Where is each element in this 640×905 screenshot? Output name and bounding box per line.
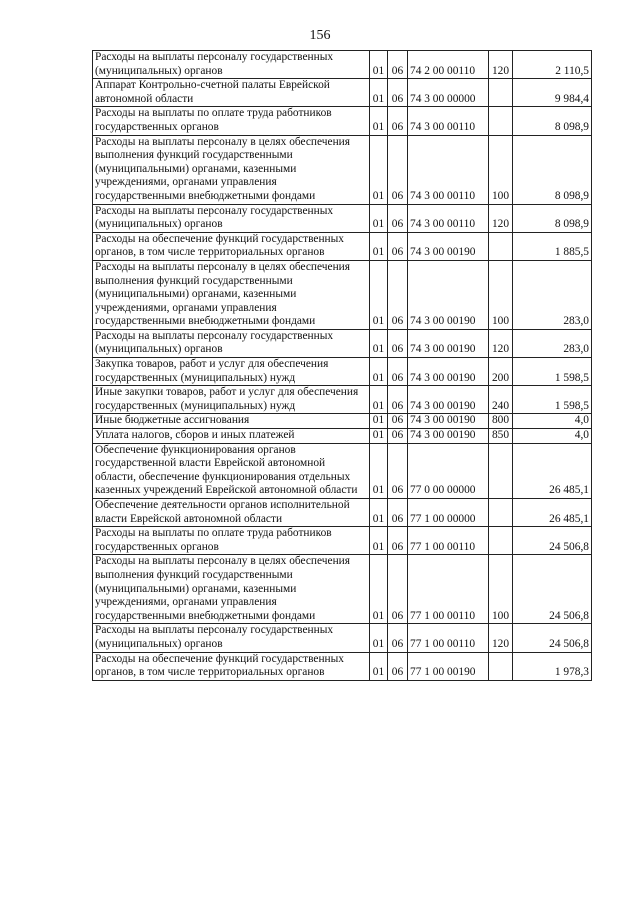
row-expense-type: 120 xyxy=(489,624,513,652)
row-name: Обеспечение деятельности органов исполнительной власти Еврейской автономной области xyxy=(93,499,370,527)
row-name: Иные закупки товаров, работ и услуг для обеспечения государственных (муниципальных) нужд xyxy=(93,386,370,414)
row-expense-type: 100 xyxy=(489,260,513,329)
table-row xyxy=(93,135,592,204)
row-subsection-code: 06 xyxy=(388,260,408,329)
row-expense-type: 120 xyxy=(489,329,513,357)
row-name: Расходы на выплаты персоналу в целях обеспечения выполнения функций государственными (муниципальными) органами, казенными учреждениями, органами управления государственными внебюджетными фондами xyxy=(93,555,370,624)
table-row xyxy=(93,624,592,652)
row-name: Иные бюджетные ассигнования xyxy=(93,414,370,429)
row-subsection-code: 06 xyxy=(388,107,408,135)
row-target-article: 74 3 00 00110 xyxy=(408,107,489,135)
row-amount: 8 098,9 xyxy=(513,135,592,204)
row-subsection-code: 06 xyxy=(388,527,408,555)
budget-table-body xyxy=(93,51,592,681)
row-name: Расходы на выплаты персоналу государственных (муниципальных) органов xyxy=(93,51,370,79)
row-subsection-code: 06 xyxy=(388,358,408,386)
row-expense-type: 850 xyxy=(489,429,513,444)
table-row xyxy=(93,443,592,498)
row-target-article: 74 2 00 00110 xyxy=(408,51,489,79)
row-subsection-code: 06 xyxy=(388,79,408,107)
row-subsection-code: 06 xyxy=(388,232,408,260)
row-target-article: 77 0 00 00000 xyxy=(408,443,489,498)
table-row xyxy=(93,260,592,329)
row-expense-type xyxy=(489,652,513,680)
table-row xyxy=(93,527,592,555)
row-section-code: 01 xyxy=(370,555,388,624)
table-row xyxy=(93,107,592,135)
row-section-code: 01 xyxy=(370,358,388,386)
row-amount: 9 984,4 xyxy=(513,79,592,107)
table-row xyxy=(93,358,592,386)
row-amount: 24 506,8 xyxy=(513,527,592,555)
row-section-code: 01 xyxy=(370,414,388,429)
row-name: Расходы на выплаты по оплате труда работников государственных органов xyxy=(93,527,370,555)
row-target-article: 77 1 00 00000 xyxy=(408,499,489,527)
table-row xyxy=(93,499,592,527)
table-row xyxy=(93,429,592,444)
row-target-article: 77 1 00 00110 xyxy=(408,555,489,624)
row-amount: 26 485,1 xyxy=(513,499,592,527)
row-name: Уплата налогов, сборов и иных платежей xyxy=(93,429,370,444)
page-number: 156 xyxy=(309,28,331,43)
row-amount: 24 506,8 xyxy=(513,555,592,624)
table-row xyxy=(93,204,592,232)
row-section-code: 01 xyxy=(370,429,388,444)
row-expense-type: 240 xyxy=(489,386,513,414)
row-amount: 24 506,8 xyxy=(513,624,592,652)
row-name: Расходы на выплаты по оплате труда работников государственных органов xyxy=(93,107,370,135)
row-subsection-code: 06 xyxy=(388,443,408,498)
row-amount: 8 098,9 xyxy=(513,204,592,232)
row-amount: 26 485,1 xyxy=(513,443,592,498)
row-name: Закупка товаров, работ и услуг для обеспечения государственных (муниципальных) нужд xyxy=(93,358,370,386)
row-expense-type xyxy=(489,443,513,498)
row-section-code: 01 xyxy=(370,51,388,79)
row-name: Расходы на выплаты персоналу в целях обеспечения выполнения функций государственными (муниципальными) органами, казенными учреждениями, органами управления государственными внебюджетными фондами xyxy=(93,260,370,329)
row-subsection-code: 06 xyxy=(388,652,408,680)
row-expense-type xyxy=(489,79,513,107)
row-expense-type: 100 xyxy=(489,555,513,624)
row-expense-type: 120 xyxy=(489,51,513,79)
row-target-article: 74 3 00 00000 xyxy=(408,79,489,107)
row-name: Расходы на выплаты персоналу государственных (муниципальных) органов xyxy=(93,204,370,232)
row-name: Расходы на выплаты персоналу в целях обеспечения выполнения функций государственными (муниципальными) органами, казенными учреждениями, органами управления государственными внебюджетными фондами xyxy=(93,135,370,204)
budget-table xyxy=(92,50,592,681)
row-name: Расходы на выплаты персоналу государственных (муниципальных) органов xyxy=(93,329,370,357)
table-row xyxy=(93,79,592,107)
row-amount: 283,0 xyxy=(513,260,592,329)
row-target-article: 74 3 00 00190 xyxy=(408,358,489,386)
row-target-article: 74 3 00 00190 xyxy=(408,386,489,414)
row-section-code: 01 xyxy=(370,527,388,555)
row-target-article: 74 3 00 00110 xyxy=(408,135,489,204)
table-row xyxy=(93,232,592,260)
row-section-code: 01 xyxy=(370,443,388,498)
row-amount: 2 110,5 xyxy=(513,51,592,79)
row-amount: 4,0 xyxy=(513,429,592,444)
row-section-code: 01 xyxy=(370,624,388,652)
row-expense-type: 800 xyxy=(489,414,513,429)
row-section-code: 01 xyxy=(370,652,388,680)
row-section-code: 01 xyxy=(370,260,388,329)
table-row xyxy=(93,652,592,680)
row-amount: 1 978,3 xyxy=(513,652,592,680)
row-subsection-code: 06 xyxy=(388,429,408,444)
row-name: Расходы на обеспечение функций государственных органов, в том числе территориальных органов xyxy=(93,232,370,260)
table-row xyxy=(93,329,592,357)
row-amount: 1 598,5 xyxy=(513,358,592,386)
row-section-code: 01 xyxy=(370,79,388,107)
row-section-code: 01 xyxy=(370,386,388,414)
row-section-code: 01 xyxy=(370,135,388,204)
row-amount: 283,0 xyxy=(513,329,592,357)
row-target-article: 74 3 00 00190 xyxy=(408,260,489,329)
table-row xyxy=(93,386,592,414)
row-section-code: 01 xyxy=(370,329,388,357)
row-expense-type xyxy=(489,107,513,135)
row-name: Расходы на обеспечение функций государственных органов, в том числе территориальных органов xyxy=(93,652,370,680)
row-subsection-code: 06 xyxy=(388,204,408,232)
table-row xyxy=(93,414,592,429)
row-subsection-code: 06 xyxy=(388,624,408,652)
row-target-article: 74 3 00 00190 xyxy=(408,329,489,357)
row-subsection-code: 06 xyxy=(388,51,408,79)
row-expense-type xyxy=(489,499,513,527)
row-subsection-code: 06 xyxy=(388,135,408,204)
row-amount: 1 598,5 xyxy=(513,386,592,414)
row-section-code: 01 xyxy=(370,499,388,527)
row-expense-type xyxy=(489,527,513,555)
row-section-code: 01 xyxy=(370,232,388,260)
table-row xyxy=(93,51,592,79)
row-target-article: 77 1 00 00110 xyxy=(408,624,489,652)
row-name: Расходы на выплаты персоналу государственных (муниципальных) органов xyxy=(93,624,370,652)
row-section-code: 01 xyxy=(370,107,388,135)
row-target-article: 77 1 00 00110 xyxy=(408,527,489,555)
row-subsection-code: 06 xyxy=(388,414,408,429)
row-expense-type: 200 xyxy=(489,358,513,386)
row-name: Обеспечение функционирования органов государственной власти Еврейской автономной области, обеспечение функционирования отдельных казенных учреждений Еврейской автономной области xyxy=(93,443,370,498)
row-name: Аппарат Контрольно-счетной палаты Еврейской автономной области xyxy=(93,79,370,107)
row-subsection-code: 06 xyxy=(388,386,408,414)
row-amount: 1 885,5 xyxy=(513,232,592,260)
row-expense-type: 120 xyxy=(489,204,513,232)
row-subsection-code: 06 xyxy=(388,555,408,624)
row-target-article: 74 3 00 00190 xyxy=(408,429,489,444)
table-row xyxy=(93,555,592,624)
row-amount: 4,0 xyxy=(513,414,592,429)
row-target-article: 77 1 00 00190 xyxy=(408,652,489,680)
row-expense-type: 100 xyxy=(489,135,513,204)
row-subsection-code: 06 xyxy=(388,329,408,357)
row-amount: 8 098,9 xyxy=(513,107,592,135)
row-subsection-code: 06 xyxy=(388,499,408,527)
row-target-article: 74 3 00 00110 xyxy=(408,204,489,232)
row-target-article: 74 3 00 00190 xyxy=(408,414,489,429)
row-target-article: 74 3 00 00190 xyxy=(408,232,489,260)
row-section-code: 01 xyxy=(370,204,388,232)
row-expense-type xyxy=(489,232,513,260)
